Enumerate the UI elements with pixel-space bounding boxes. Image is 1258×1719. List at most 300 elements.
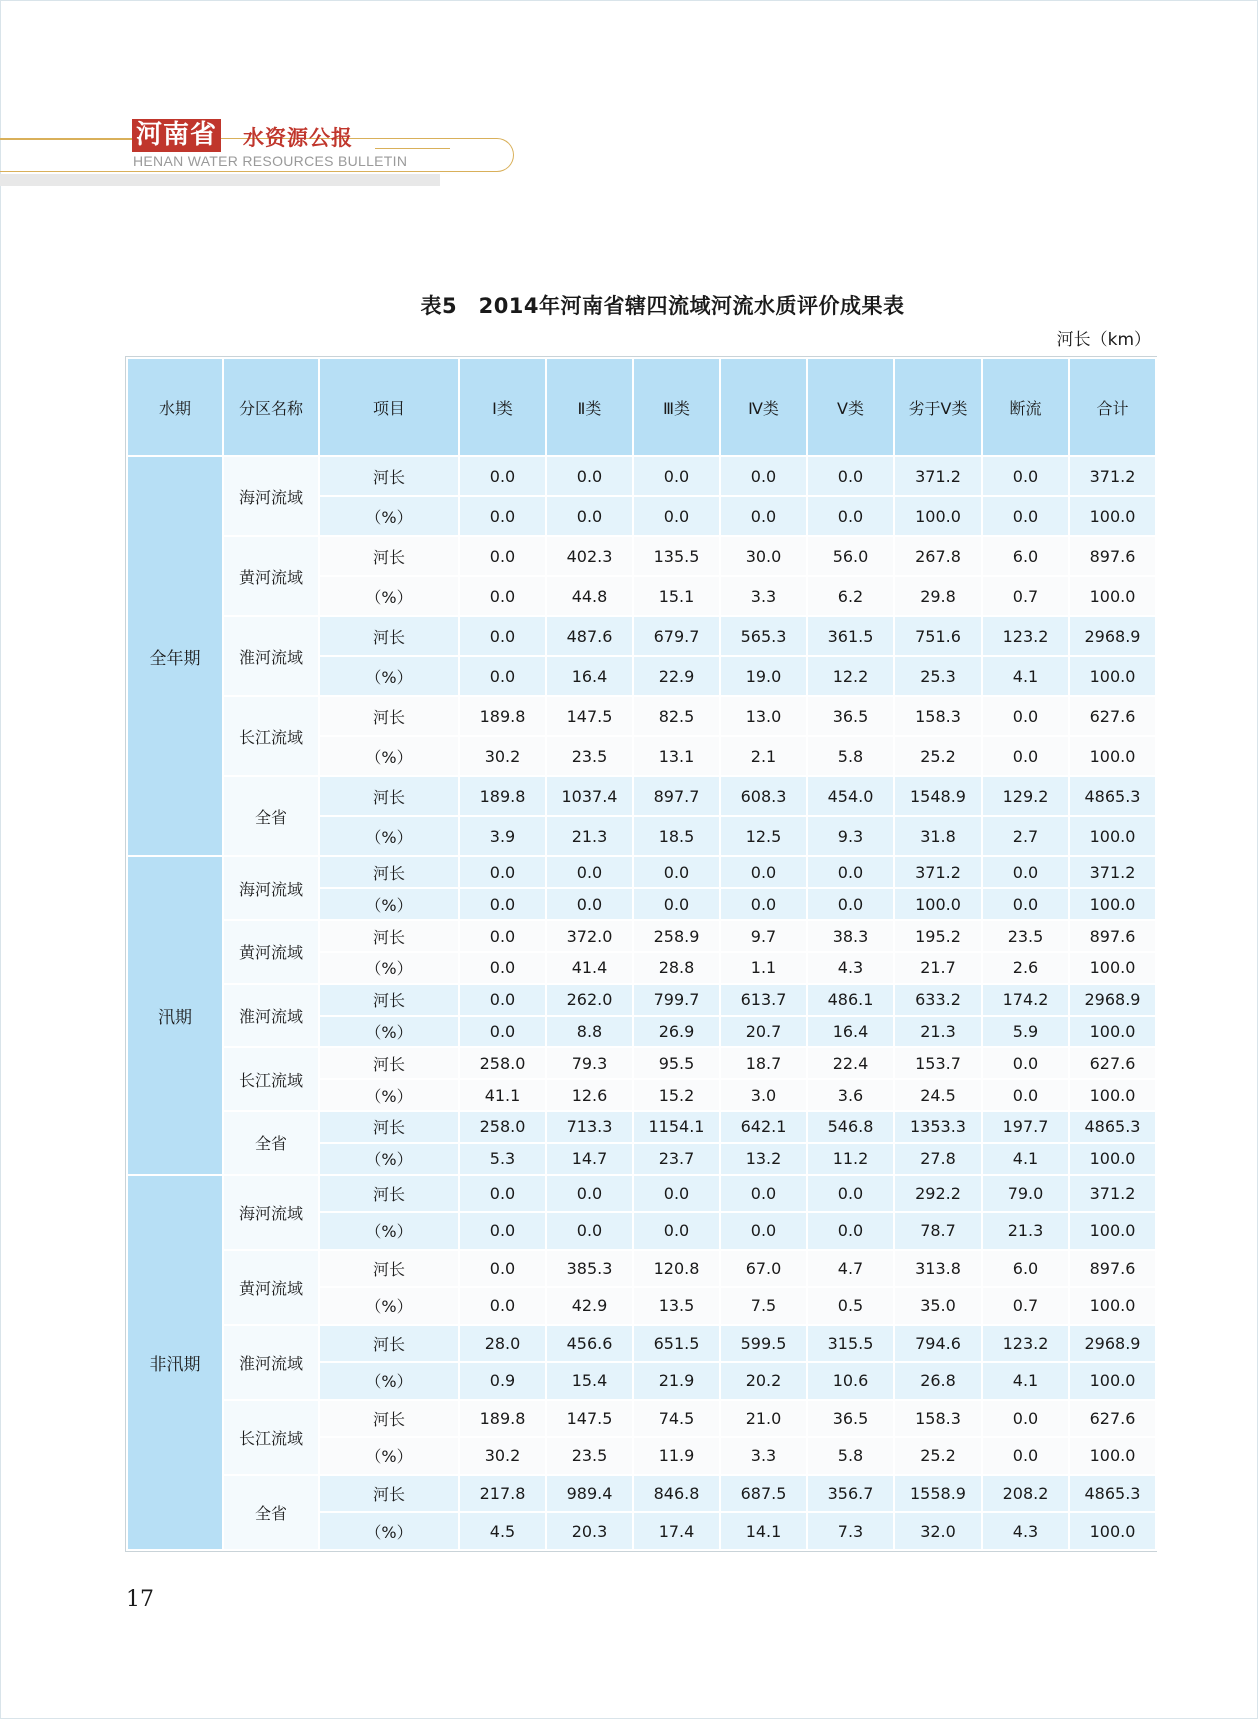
- value-cell: 2968.9: [1069, 1325, 1156, 1363]
- value-cell: 4865.3: [1069, 1111, 1156, 1143]
- header-shade: [0, 174, 440, 186]
- table-row: [127, 920, 1156, 952]
- value-cell: 258.0: [459, 1111, 546, 1143]
- value-cell: 0.0: [982, 1047, 1069, 1079]
- value-cell: 402.3: [546, 536, 633, 576]
- column-header: Ⅲ类: [633, 358, 720, 456]
- value-cell: 642.1: [720, 1111, 807, 1143]
- value-cell: 487.6: [546, 616, 633, 656]
- value-cell: 0.0: [459, 616, 546, 656]
- value-cell: 35.0: [894, 1287, 982, 1325]
- value-cell: 30.2: [459, 1437, 546, 1475]
- value-cell: 189.8: [459, 776, 546, 816]
- value-cell: 627.6: [1069, 1400, 1156, 1438]
- table-row: [127, 856, 1156, 888]
- value-cell: 0.0: [982, 856, 1069, 888]
- item-cell: 河长: [319, 920, 459, 952]
- value-cell: 1037.4: [546, 776, 633, 816]
- value-cell: 100.0: [1069, 888, 1156, 920]
- bulletin-header: [0, 112, 520, 192]
- region-cell: 海河流域: [223, 1175, 319, 1250]
- value-cell: 4.7: [807, 1250, 894, 1288]
- table-row: [127, 616, 1156, 656]
- region-cell: 黄河流域: [223, 920, 319, 984]
- value-cell: 22.9: [633, 656, 720, 696]
- period-cell: 全年期: [127, 456, 223, 856]
- value-cell: 372.0: [546, 920, 633, 952]
- value-cell: 897.6: [1069, 1250, 1156, 1288]
- value-cell: 100.0: [1069, 1437, 1156, 1475]
- value-cell: 0.0: [459, 1212, 546, 1250]
- item-cell: （%）: [319, 816, 459, 856]
- value-cell: 0.0: [459, 984, 546, 1016]
- region-cell: 黄河流域: [223, 1250, 319, 1325]
- value-cell: 751.6: [894, 616, 982, 656]
- item-cell: （%）: [319, 1079, 459, 1111]
- value-cell: 1353.3: [894, 1111, 982, 1143]
- table-row: [127, 984, 1156, 1016]
- value-cell: 456.6: [546, 1325, 633, 1363]
- value-cell: 28.0: [459, 1325, 546, 1363]
- value-cell: 26.8: [894, 1362, 982, 1400]
- water-quality-table: [126, 357, 1157, 1551]
- value-cell: 385.3: [546, 1250, 633, 1288]
- value-cell: 18.5: [633, 816, 720, 856]
- value-cell: 25.3: [894, 656, 982, 696]
- value-cell: 0.0: [807, 1212, 894, 1250]
- value-cell: 79.3: [546, 1047, 633, 1079]
- value-cell: 100.0: [1069, 1287, 1156, 1325]
- value-cell: 627.6: [1069, 1047, 1156, 1079]
- region-cell: 长江流域: [223, 1047, 319, 1111]
- value-cell: 4.1: [982, 1143, 1069, 1175]
- value-cell: 0.0: [546, 856, 633, 888]
- value-cell: 5.8: [807, 736, 894, 776]
- table-row: [127, 456, 1156, 496]
- value-cell: 0.0: [633, 496, 720, 536]
- region-cell: 海河流域: [223, 856, 319, 920]
- value-cell: 153.7: [894, 1047, 982, 1079]
- value-cell: 6.0: [982, 536, 1069, 576]
- value-cell: 38.3: [807, 920, 894, 952]
- page-number: 17: [126, 1587, 154, 1612]
- region-cell: 黄河流域: [223, 536, 319, 616]
- table-row: [127, 1111, 1156, 1143]
- value-cell: 12.6: [546, 1079, 633, 1111]
- value-cell: 651.5: [633, 1325, 720, 1363]
- column-header: 劣于Ⅴ类: [894, 358, 982, 456]
- table-body: [127, 456, 1156, 1550]
- value-cell: 4.3: [807, 952, 894, 984]
- value-cell: 11.2: [807, 1143, 894, 1175]
- value-cell: 100.0: [1069, 1016, 1156, 1048]
- item-cell: （%）: [319, 576, 459, 616]
- table-wrapper: [125, 356, 1157, 1552]
- value-cell: 21.0: [720, 1400, 807, 1438]
- value-cell: 16.4: [807, 1016, 894, 1048]
- value-cell: 0.0: [459, 656, 546, 696]
- table-row: [127, 1047, 1156, 1079]
- value-cell: 0.0: [459, 888, 546, 920]
- value-cell: 15.1: [633, 576, 720, 616]
- value-cell: 0.0: [982, 888, 1069, 920]
- value-cell: 2968.9: [1069, 984, 1156, 1016]
- value-cell: 0.0: [633, 1212, 720, 1250]
- value-cell: 546.8: [807, 1111, 894, 1143]
- value-cell: 0.0: [459, 1287, 546, 1325]
- value-cell: 158.3: [894, 1400, 982, 1438]
- value-cell: 3.0: [720, 1079, 807, 1111]
- column-header: Ⅱ类: [546, 358, 633, 456]
- value-cell: 74.5: [633, 1400, 720, 1438]
- value-cell: 0.7: [982, 576, 1069, 616]
- column-header: 断流: [982, 358, 1069, 456]
- value-cell: 217.8: [459, 1475, 546, 1513]
- value-cell: 135.5: [633, 536, 720, 576]
- table-row: [127, 1175, 1156, 1213]
- value-cell: 0.0: [807, 456, 894, 496]
- value-cell: 0.0: [807, 496, 894, 536]
- value-cell: 1154.1: [633, 1111, 720, 1143]
- value-cell: 9.3: [807, 816, 894, 856]
- value-cell: 0.0: [982, 736, 1069, 776]
- value-cell: 679.7: [633, 616, 720, 656]
- english-rule: [375, 148, 450, 149]
- value-cell: 208.2: [982, 1475, 1069, 1513]
- value-cell: 599.5: [720, 1325, 807, 1363]
- value-cell: 23.5: [546, 1437, 633, 1475]
- value-cell: 147.5: [546, 1400, 633, 1438]
- column-header: 合计: [1069, 358, 1156, 456]
- table-row: [127, 1325, 1156, 1363]
- value-cell: 3.9: [459, 816, 546, 856]
- brand-main: 河南省: [132, 119, 221, 152]
- value-cell: 258.0: [459, 1047, 546, 1079]
- value-cell: 189.8: [459, 1400, 546, 1438]
- value-cell: 28.8: [633, 952, 720, 984]
- value-cell: 0.0: [459, 1175, 546, 1213]
- value-cell: 30.0: [720, 536, 807, 576]
- value-cell: 21.3: [894, 1016, 982, 1048]
- value-cell: 5.8: [807, 1437, 894, 1475]
- item-cell: 河长: [319, 536, 459, 576]
- table-title: 表5 2014年河南省辖四流域河流水质评价成果表: [420, 294, 905, 318]
- value-cell: 147.5: [546, 696, 633, 736]
- item-cell: （%）: [319, 1016, 459, 1048]
- value-cell: 32.0: [894, 1512, 982, 1550]
- value-cell: 12.5: [720, 816, 807, 856]
- region-cell: 全省: [223, 1111, 319, 1175]
- value-cell: 129.2: [982, 776, 1069, 816]
- column-header: 分区名称: [223, 358, 319, 456]
- value-cell: 0.0: [459, 536, 546, 576]
- value-cell: 5.3: [459, 1143, 546, 1175]
- value-cell: 13.5: [633, 1287, 720, 1325]
- item-cell: 河长: [319, 616, 459, 656]
- value-cell: 315.5: [807, 1325, 894, 1363]
- value-cell: 1548.9: [894, 776, 982, 816]
- value-cell: 100.0: [1069, 656, 1156, 696]
- value-cell: 0.0: [720, 888, 807, 920]
- value-cell: 0.0: [459, 456, 546, 496]
- value-cell: 897.6: [1069, 920, 1156, 952]
- region-cell: 全省: [223, 776, 319, 856]
- item-cell: 河长: [319, 456, 459, 496]
- value-cell: 3.3: [720, 1437, 807, 1475]
- value-cell: 1558.9: [894, 1475, 982, 1513]
- header-rule: [0, 138, 132, 140]
- table-row: [127, 1400, 1156, 1438]
- value-cell: 356.7: [807, 1475, 894, 1513]
- item-cell: （%）: [319, 656, 459, 696]
- value-cell: 0.9: [459, 1362, 546, 1400]
- value-cell: 11.9: [633, 1437, 720, 1475]
- item-cell: 河长: [319, 1111, 459, 1143]
- value-cell: 18.7: [720, 1047, 807, 1079]
- item-cell: 河长: [319, 1175, 459, 1213]
- value-cell: 0.0: [720, 496, 807, 536]
- value-cell: 100.0: [1069, 952, 1156, 984]
- value-cell: 0.0: [807, 856, 894, 888]
- column-header: 水期: [127, 358, 223, 456]
- value-cell: 0.0: [546, 888, 633, 920]
- value-cell: 6.2: [807, 576, 894, 616]
- table-header-row: [127, 358, 1156, 456]
- value-cell: 19.0: [720, 656, 807, 696]
- value-cell: 371.2: [1069, 1175, 1156, 1213]
- value-cell: 2.1: [720, 736, 807, 776]
- value-cell: 0.0: [546, 1212, 633, 1250]
- value-cell: 100.0: [1069, 576, 1156, 616]
- value-cell: 713.3: [546, 1111, 633, 1143]
- value-cell: 0.0: [982, 1400, 1069, 1438]
- value-cell: 799.7: [633, 984, 720, 1016]
- item-cell: 河长: [319, 1400, 459, 1438]
- value-cell: 67.0: [720, 1250, 807, 1288]
- column-header: 项目: [319, 358, 459, 456]
- value-cell: 189.8: [459, 696, 546, 736]
- value-cell: 608.3: [720, 776, 807, 816]
- value-cell: 24.5: [894, 1079, 982, 1111]
- value-cell: 0.0: [807, 888, 894, 920]
- value-cell: 0.0: [720, 456, 807, 496]
- region-cell: 长江流域: [223, 1400, 319, 1475]
- item-cell: 河长: [319, 984, 459, 1016]
- value-cell: 0.0: [459, 496, 546, 536]
- item-cell: （%）: [319, 1362, 459, 1400]
- value-cell: 14.1: [720, 1512, 807, 1550]
- value-cell: 6.0: [982, 1250, 1069, 1288]
- value-cell: 197.7: [982, 1111, 1069, 1143]
- value-cell: 100.0: [1069, 1079, 1156, 1111]
- value-cell: 100.0: [1069, 1512, 1156, 1550]
- value-cell: 174.2: [982, 984, 1069, 1016]
- value-cell: 4865.3: [1069, 776, 1156, 816]
- value-cell: 0.0: [546, 456, 633, 496]
- value-cell: 258.9: [633, 920, 720, 952]
- value-cell: 9.7: [720, 920, 807, 952]
- value-cell: 897.6: [1069, 536, 1156, 576]
- value-cell: 123.2: [982, 1325, 1069, 1363]
- value-cell: 846.8: [633, 1475, 720, 1513]
- value-cell: 23.7: [633, 1143, 720, 1175]
- value-cell: 15.2: [633, 1079, 720, 1111]
- value-cell: 36.5: [807, 1400, 894, 1438]
- item-cell: （%）: [319, 1143, 459, 1175]
- value-cell: 454.0: [807, 776, 894, 816]
- value-cell: 0.0: [633, 1175, 720, 1213]
- value-cell: 100.0: [1069, 816, 1156, 856]
- table-row: [127, 696, 1156, 736]
- value-cell: 0.0: [982, 696, 1069, 736]
- item-cell: （%）: [319, 496, 459, 536]
- brand-english: HENAN WATER RESOURCES BULLETIN: [133, 153, 408, 169]
- value-cell: 0.0: [546, 496, 633, 536]
- unit-note: 河长（km）: [1056, 330, 1151, 350]
- value-cell: 8.8: [546, 1016, 633, 1048]
- value-cell: 195.2: [894, 920, 982, 952]
- value-cell: 20.3: [546, 1512, 633, 1550]
- item-cell: （%）: [319, 1437, 459, 1475]
- value-cell: 371.2: [894, 856, 982, 888]
- value-cell: 2.7: [982, 816, 1069, 856]
- value-cell: 100.0: [894, 888, 982, 920]
- value-cell: 12.2: [807, 656, 894, 696]
- table-row: [127, 1475, 1156, 1513]
- value-cell: 21.9: [633, 1362, 720, 1400]
- column-header: Ⅴ类: [807, 358, 894, 456]
- value-cell: 23.5: [982, 920, 1069, 952]
- value-cell: 3.3: [720, 576, 807, 616]
- value-cell: 10.6: [807, 1362, 894, 1400]
- value-cell: 13.0: [720, 696, 807, 736]
- value-cell: 371.2: [894, 456, 982, 496]
- value-cell: 897.7: [633, 776, 720, 816]
- value-cell: 13.1: [633, 736, 720, 776]
- value-cell: 100.0: [1069, 736, 1156, 776]
- value-cell: 25.2: [894, 1437, 982, 1475]
- value-cell: 158.3: [894, 696, 982, 736]
- value-cell: 0.0: [459, 576, 546, 616]
- region-cell: 全省: [223, 1475, 319, 1550]
- column-header: Ⅳ类: [720, 358, 807, 456]
- value-cell: 361.5: [807, 616, 894, 656]
- value-cell: 36.5: [807, 696, 894, 736]
- value-cell: 371.2: [1069, 456, 1156, 496]
- item-cell: 河长: [319, 856, 459, 888]
- value-cell: 22.4: [807, 1047, 894, 1079]
- value-cell: 292.2: [894, 1175, 982, 1213]
- value-cell: 15.4: [546, 1362, 633, 1400]
- value-cell: 3.6: [807, 1079, 894, 1111]
- region-cell: 淮河流域: [223, 984, 319, 1048]
- value-cell: 1.1: [720, 952, 807, 984]
- value-cell: 100.0: [1069, 496, 1156, 536]
- value-cell: 120.8: [633, 1250, 720, 1288]
- value-cell: 123.2: [982, 616, 1069, 656]
- value-cell: 41.1: [459, 1079, 546, 1111]
- region-cell: 海河流域: [223, 456, 319, 536]
- value-cell: 100.0: [1069, 1362, 1156, 1400]
- item-cell: 河长: [319, 1475, 459, 1513]
- item-cell: （%）: [319, 952, 459, 984]
- value-cell: 0.0: [546, 1175, 633, 1213]
- value-cell: 4.1: [982, 656, 1069, 696]
- value-cell: 78.7: [894, 1212, 982, 1250]
- value-cell: 989.4: [546, 1475, 633, 1513]
- value-cell: 0.0: [459, 856, 546, 888]
- column-header: Ⅰ类: [459, 358, 546, 456]
- value-cell: 100.0: [1069, 1143, 1156, 1175]
- table-row: [127, 1250, 1156, 1288]
- item-cell: （%）: [319, 736, 459, 776]
- item-cell: （%）: [319, 888, 459, 920]
- region-cell: 淮河流域: [223, 616, 319, 696]
- value-cell: 0.0: [720, 1175, 807, 1213]
- value-cell: 21.3: [546, 816, 633, 856]
- value-cell: 267.8: [894, 536, 982, 576]
- value-cell: 0.0: [720, 856, 807, 888]
- value-cell: 25.2: [894, 736, 982, 776]
- value-cell: 14.7: [546, 1143, 633, 1175]
- brand-sub: 水资源公报: [243, 125, 353, 150]
- value-cell: 633.2: [894, 984, 982, 1016]
- period-cell: 非汛期: [127, 1175, 223, 1550]
- value-cell: 41.4: [546, 952, 633, 984]
- value-cell: 20.2: [720, 1362, 807, 1400]
- value-cell: 313.8: [894, 1250, 982, 1288]
- table-row: [127, 776, 1156, 816]
- value-cell: 2.6: [982, 952, 1069, 984]
- value-cell: 26.9: [633, 1016, 720, 1048]
- value-cell: 27.8: [894, 1143, 982, 1175]
- value-cell: 4865.3: [1069, 1475, 1156, 1513]
- value-cell: 95.5: [633, 1047, 720, 1079]
- value-cell: 0.0: [982, 496, 1069, 536]
- value-cell: 794.6: [894, 1325, 982, 1363]
- item-cell: 河长: [319, 776, 459, 816]
- item-cell: 河长: [319, 1250, 459, 1288]
- value-cell: 82.5: [633, 696, 720, 736]
- value-cell: 7.5: [720, 1287, 807, 1325]
- value-cell: 687.5: [720, 1475, 807, 1513]
- value-cell: 0.0: [633, 456, 720, 496]
- value-cell: 0.0: [982, 456, 1069, 496]
- value-cell: 20.7: [720, 1016, 807, 1048]
- value-cell: 627.6: [1069, 696, 1156, 736]
- value-cell: 4.1: [982, 1362, 1069, 1400]
- item-cell: （%）: [319, 1212, 459, 1250]
- item-cell: （%）: [319, 1287, 459, 1325]
- value-cell: 0.0: [982, 1079, 1069, 1111]
- item-cell: （%）: [319, 1512, 459, 1550]
- value-cell: 56.0: [807, 536, 894, 576]
- value-cell: 30.2: [459, 736, 546, 776]
- value-cell: 17.4: [633, 1512, 720, 1550]
- value-cell: 0.0: [633, 888, 720, 920]
- value-cell: 0.0: [720, 1212, 807, 1250]
- value-cell: 262.0: [546, 984, 633, 1016]
- value-cell: 565.3: [720, 616, 807, 656]
- value-cell: 4.3: [982, 1512, 1069, 1550]
- item-cell: 河长: [319, 1047, 459, 1079]
- value-cell: 21.3: [982, 1212, 1069, 1250]
- value-cell: 2968.9: [1069, 616, 1156, 656]
- value-cell: 486.1: [807, 984, 894, 1016]
- value-cell: 100.0: [1069, 1212, 1156, 1250]
- value-cell: 100.0: [894, 496, 982, 536]
- value-cell: 0.0: [459, 952, 546, 984]
